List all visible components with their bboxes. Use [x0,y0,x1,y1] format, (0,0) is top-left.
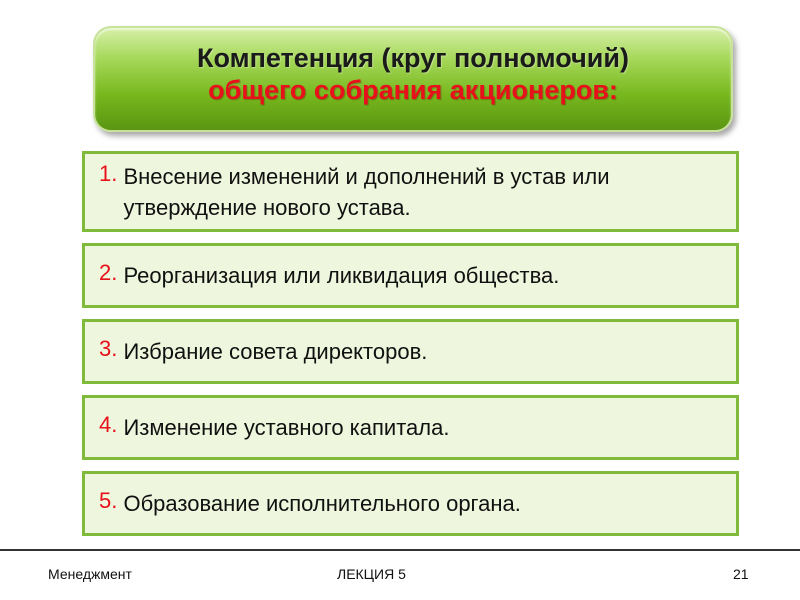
footer-lecture: ЛЕКЦИЯ 5 [337,566,406,582]
item-text: Образование исполнительного органа. [123,491,521,516]
list-item-4 [82,395,739,460]
title-line-2: общего собрания акционеров: [208,75,618,105]
competence-list [82,151,739,547]
item-text: Реорганизация или ликвидация общества. [123,263,560,288]
title-line-1: Компетенция (круг полномочий) [197,43,629,73]
list-item-2 [82,243,739,308]
item-text: Изменение уставного капитала. [123,415,450,440]
item-number: 1. [99,160,124,186]
item-number: 5. [99,488,124,513]
list-item-1 [82,151,739,232]
footer-page-number: 21 [733,566,749,582]
list-item-5 [82,471,739,536]
footer-divider [0,549,800,551]
item-number: 2. [99,260,124,285]
title-banner [93,26,733,132]
list-item-3 [82,319,739,384]
item-number: 3. [99,336,124,361]
item-number: 4. [99,412,124,437]
footer-course: Менеджмент [48,566,132,582]
item-text: Внесение изменений и дополнений в устав или утверждение нового устава. [123,163,610,220]
item-text: Избрание совета директоров. [123,339,428,364]
